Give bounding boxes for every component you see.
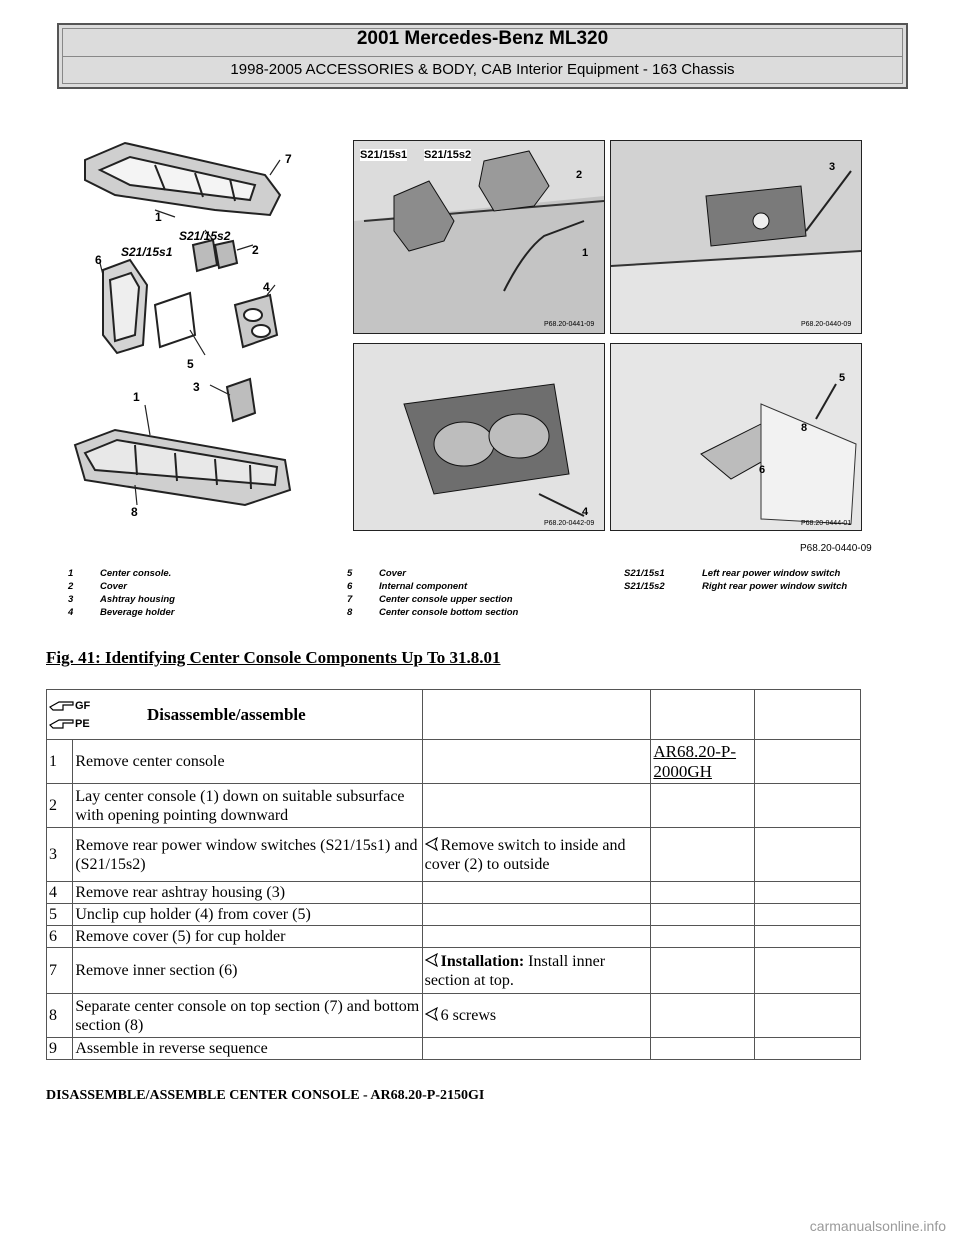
table-empty-cell	[754, 828, 860, 882]
table-row	[47, 994, 861, 1038]
step-number: 4	[47, 882, 73, 904]
step-note	[422, 994, 651, 1038]
photo4-code: P68.20-0444-01	[801, 520, 852, 527]
steps-table	[46, 689, 861, 1060]
reference-link[interactable]: AR68.20-P-2000GH	[653, 741, 737, 781]
document-header	[57, 23, 908, 89]
step-note	[422, 882, 651, 904]
table-heading: Disassemble/assemble	[147, 705, 306, 724]
photo1-label-2: 2	[576, 169, 583, 181]
legend-key: 7	[347, 594, 353, 605]
photo2-label-3: 3	[829, 161, 836, 173]
table-row	[47, 904, 861, 926]
legend-item	[68, 580, 175, 593]
callout-exploded-2: 2	[252, 243, 259, 257]
legend-text: Right rear power window switch	[702, 581, 848, 592]
legend-text: Beverage holder	[100, 607, 175, 618]
step-note	[422, 904, 651, 926]
header-subtitle: 1998-2005 ACCESSORIES & BODY, CAB Interior Equipment - 163 Chassis	[230, 61, 735, 78]
table-empty-cell	[754, 994, 860, 1038]
legend-item	[347, 580, 518, 593]
step-number: 7	[47, 948, 73, 994]
watermark: carmanualsonline.info	[809, 1218, 946, 1234]
photo1-label-1: 1	[582, 247, 589, 259]
legend-item	[347, 567, 518, 580]
photo-cupholder-drawing	[354, 344, 604, 530]
tool-label-gf: GF	[75, 699, 91, 712]
table-row	[47, 882, 861, 904]
legend-text: Cover	[379, 568, 406, 579]
table-empty-cell	[754, 784, 860, 828]
legend-key: 3	[68, 594, 74, 605]
step-action: Remove center console	[73, 740, 422, 784]
callout-exploded-3: 3	[193, 380, 200, 394]
step-note	[422, 926, 651, 948]
note-emphasis: Installation:	[440, 952, 525, 970]
legend-item	[347, 593, 518, 606]
table-empty-cell	[754, 882, 860, 904]
step-note	[422, 828, 651, 882]
hand-pointer-icon	[49, 699, 75, 713]
note-text: Remove switch to inside and cover (2) to outside	[424, 836, 626, 873]
table-row	[47, 828, 861, 882]
table-row	[47, 784, 861, 828]
step-number: 2	[47, 784, 73, 828]
legend-key: S21/15s1	[624, 568, 665, 579]
callout-exploded-s21-15s2: S21/15s2	[179, 229, 231, 243]
step-reference	[651, 948, 754, 994]
table-row	[47, 1038, 861, 1060]
legend-key: 4	[68, 607, 74, 618]
step-number: 8	[47, 994, 73, 1038]
component-figure	[55, 135, 875, 635]
note-text: Install inner section at top.	[424, 952, 606, 989]
callout-exploded-1b: 1	[133, 390, 140, 404]
step-note	[422, 948, 651, 994]
step-note	[422, 784, 651, 828]
callout-exploded-1: 1	[155, 210, 162, 224]
tool-gf	[49, 697, 147, 715]
step-reference	[651, 926, 754, 948]
step-reference	[651, 882, 754, 904]
step-action: Remove cover (5) for cup holder	[73, 926, 422, 948]
photo-cupholder	[353, 343, 605, 531]
legend-key: 6	[347, 581, 353, 592]
step-reference	[651, 904, 754, 926]
step-action: Lay center console (1) down on suitable subsurface with opening pointing downward	[73, 784, 422, 828]
figure-caption: Fig. 41: Identifying Center Console Components Up To 31.8.01	[46, 648, 501, 667]
legend-item	[624, 580, 852, 593]
section-heading: DISASSEMBLE/ASSEMBLE CENTER CONSOLE - AR68.20-P-2150GI	[46, 1088, 485, 1103]
table-empty-cell	[754, 904, 860, 926]
legend-col-3	[624, 567, 852, 593]
step-action: Separate center console on top section (7) and bottom section (8)	[73, 994, 422, 1038]
note-text: 6 screws	[440, 1007, 497, 1024]
step-action: Unclip cup holder (4) from cover (5)	[73, 904, 422, 926]
legend-item	[624, 567, 852, 580]
callout-exploded-5: 5	[187, 357, 194, 371]
callout-exploded-s21-15s1: S21/15s1	[121, 245, 173, 259]
step-number: 9	[47, 1038, 73, 1060]
note-pointer-icon	[425, 837, 439, 851]
photo3-code: P68.20-0442-09	[544, 520, 595, 527]
photo2-code: P68.20-0440-09	[801, 321, 852, 328]
table-row	[47, 948, 861, 994]
table-empty-cell	[754, 926, 860, 948]
legend-text: Center console.	[100, 568, 172, 579]
header-title: 2001 Mercedes-Benz ML320	[356, 28, 609, 49]
photo4-label-5: 5	[839, 372, 846, 384]
photo4-label-6: 6	[759, 464, 766, 476]
step-number: 5	[47, 904, 73, 926]
tool-icons	[49, 697, 147, 733]
legend-item	[68, 593, 175, 606]
step-reference[interactable]	[651, 740, 754, 784]
table-empty-cell	[754, 690, 860, 740]
photo-switches	[353, 140, 605, 334]
legend-item	[347, 606, 518, 619]
legend-text: Cover	[100, 581, 127, 592]
photo-ashtray	[610, 140, 862, 334]
table-row	[47, 926, 861, 948]
step-action: Remove rear ashtray housing (3)	[73, 882, 422, 904]
table-header-cell	[47, 690, 423, 740]
legend-text: Center console bottom section	[379, 607, 519, 618]
step-number: 1	[47, 740, 73, 784]
legend-text: Internal component	[379, 581, 468, 592]
legend-item	[68, 567, 175, 580]
step-reference	[651, 784, 754, 828]
step-number: 3	[47, 828, 73, 882]
callout-exploded-8: 8	[131, 505, 138, 519]
table-empty-cell	[651, 690, 754, 740]
photo-ashtray-drawing	[611, 141, 861, 333]
callout-exploded-6: 6	[95, 253, 102, 267]
photo4-label-8: 8	[801, 422, 808, 434]
legend-text: Ashtray housing	[100, 594, 175, 605]
legend-col-1	[68, 567, 175, 619]
exploded-view-drawing	[55, 135, 295, 515]
callout-exploded-7: 7	[285, 152, 292, 166]
step-action: Remove inner section (6)	[73, 948, 422, 994]
photo1-code: P68.20-0441-09	[544, 321, 595, 328]
header-divider	[62, 56, 903, 57]
step-action: Remove rear power window switches (S21/15s1) and (S21/15s2)	[73, 828, 422, 882]
step-action: Assemble in reverse sequence	[73, 1038, 422, 1060]
photo-inner-section	[610, 343, 862, 531]
step-reference	[651, 828, 754, 882]
legend-item	[68, 606, 175, 619]
step-note	[422, 1038, 651, 1060]
note-pointer-icon	[425, 953, 439, 967]
step-reference	[651, 1038, 754, 1060]
note-pointer-icon	[425, 1007, 439, 1021]
tool-pe	[49, 715, 147, 733]
step-note	[422, 740, 651, 784]
callout-exploded-4: 4	[263, 280, 270, 294]
legend-key: 8	[347, 607, 353, 618]
hand-pointer-icon	[49, 717, 75, 731]
step-number: 6	[47, 926, 73, 948]
legend-key: 2	[68, 581, 74, 592]
table-row	[47, 740, 861, 784]
table-empty-cell	[754, 740, 860, 784]
photo-inner-section-drawing	[611, 344, 861, 530]
legend-key: 1	[68, 568, 74, 579]
photo1-label-s21-15s2: S21/15s2	[424, 149, 472, 161]
table-empty-cell	[754, 948, 860, 994]
photo3-label-4: 4	[582, 506, 589, 518]
legend-col-2	[347, 567, 518, 619]
table-empty-cell	[422, 690, 651, 740]
legend-key: S21/15s2	[624, 581, 665, 592]
photo1-label-s21-15s1: S21/15s1	[360, 149, 408, 161]
legend-text: Center console upper section	[379, 594, 513, 605]
table-header-row	[47, 690, 861, 740]
step-reference	[651, 994, 754, 1038]
steps-body	[47, 740, 861, 1060]
table-empty-cell	[754, 1038, 860, 1060]
legend-text: Left rear power window switch	[702, 568, 841, 579]
tool-label-pe: PE	[75, 717, 90, 730]
photo-switches-drawing	[354, 141, 604, 333]
figure-code: P68.20-0440-09	[800, 543, 872, 554]
legend-key: 5	[347, 568, 353, 579]
